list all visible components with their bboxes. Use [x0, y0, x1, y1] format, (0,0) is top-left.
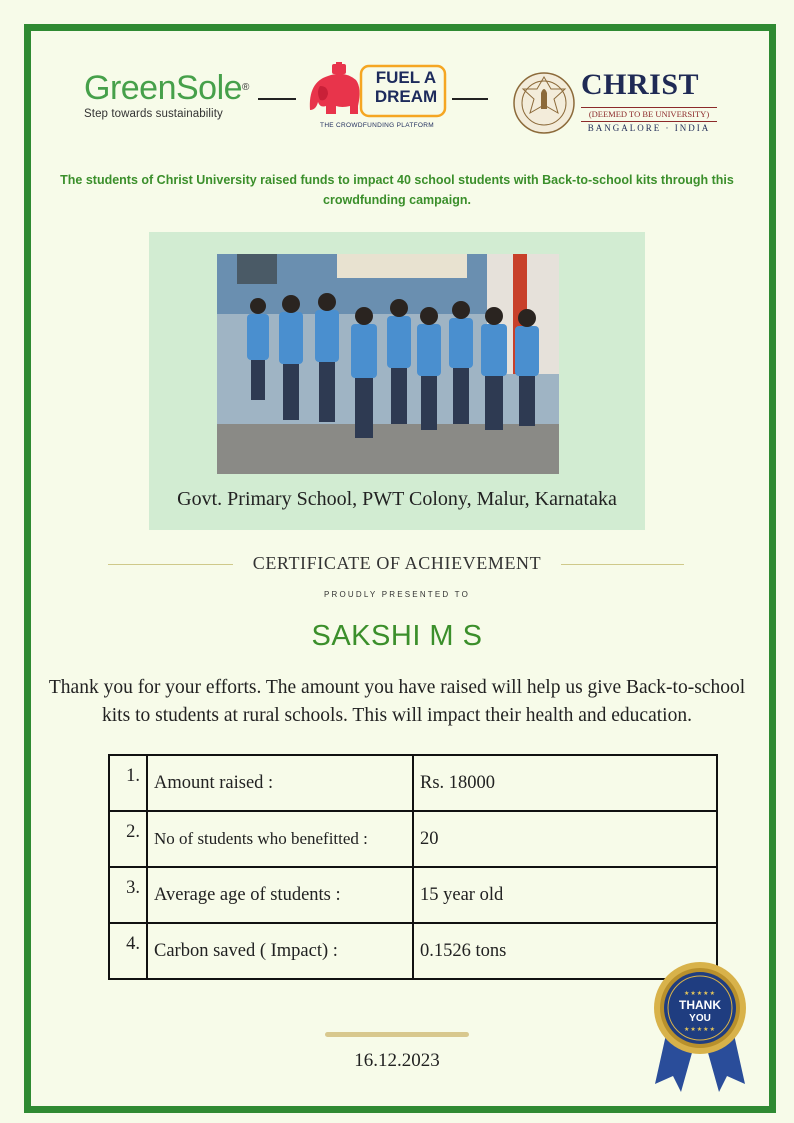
row-value: 15 year old: [413, 867, 717, 923]
recipient-name: SAKSHI M S: [311, 620, 483, 652]
row-number: 1.: [109, 755, 147, 811]
registered-mark: ®: [242, 82, 249, 93]
greensole-name: GreenSole: [84, 69, 243, 107]
badge-stars: ★★★★★: [684, 991, 716, 997]
row-value: 0.1526 tons: [413, 923, 717, 979]
table-row: [109, 755, 717, 811]
title-divider-right: [561, 564, 684, 565]
greensole-logo: [84, 70, 254, 122]
christ-name: CHRIST: [581, 68, 700, 101]
row-value: Rs. 18000: [413, 755, 717, 811]
table-row: [109, 923, 717, 979]
logo-connector: [258, 98, 296, 100]
row-value: 20: [413, 811, 717, 867]
photo-caption: Govt. Primary School, PWT Colony, Malur, Karnataka: [177, 488, 617, 510]
row-label: Average age of students :: [147, 867, 413, 923]
table-row: [109, 867, 717, 923]
school-children-photo: [217, 254, 559, 474]
row-label: Amount raised :: [147, 755, 413, 811]
row-label: No of students who benefitted :: [147, 811, 413, 867]
christ-subtitle: (DEEMED TO BE UNIVERSITY): [581, 107, 717, 122]
row-number: 3.: [109, 867, 147, 923]
thank-you-message: Thank you for your efforts. The amount you have raised will help us give Back-to-school kits to students at rural schools. This will impact their health and education.: [48, 677, 746, 726]
christ-location: BANGALORE · INDIA: [587, 123, 711, 133]
table-row: [109, 811, 717, 867]
certificate-title: CERTIFICATE OF ACHIEVEMENT: [252, 553, 542, 573]
presented-to-label: PROUDLY PRESENTED TO: [323, 590, 471, 599]
intro-text: The students of Christ University raised funds to impact 40 school students with Back-to-school kits through this crowdfunding campaign.: [60, 173, 734, 207]
fuel-a-dream-logo: [306, 62, 448, 132]
signature-line: [325, 1032, 469, 1037]
badge-you: YOU: [689, 1013, 711, 1024]
title-divider-left: [108, 564, 233, 565]
row-number: 2.: [109, 811, 147, 867]
badge-stars: ★★★★★: [684, 1027, 716, 1033]
impact-table: [108, 754, 718, 980]
row-number: 4.: [109, 923, 147, 979]
logo-connector: [452, 98, 488, 100]
christ-seal-icon: [511, 63, 577, 143]
badge-thank: THANK: [679, 998, 721, 1012]
christ-university-logo: [511, 63, 718, 145]
certificate-date: 16.12.2023: [354, 1050, 440, 1071]
greensole-tagline: Step towards sustainability: [84, 108, 223, 120]
fuel-a-text: FUEL A: [375, 68, 437, 87]
dream-text: DREAM: [374, 87, 438, 106]
thank-you-badge: [645, 960, 755, 1094]
row-label: Carbon saved ( Impact) :: [147, 923, 413, 979]
fuel-a-dream-tagline: THE CROWDFUNDING PLATFORM: [320, 122, 434, 129]
